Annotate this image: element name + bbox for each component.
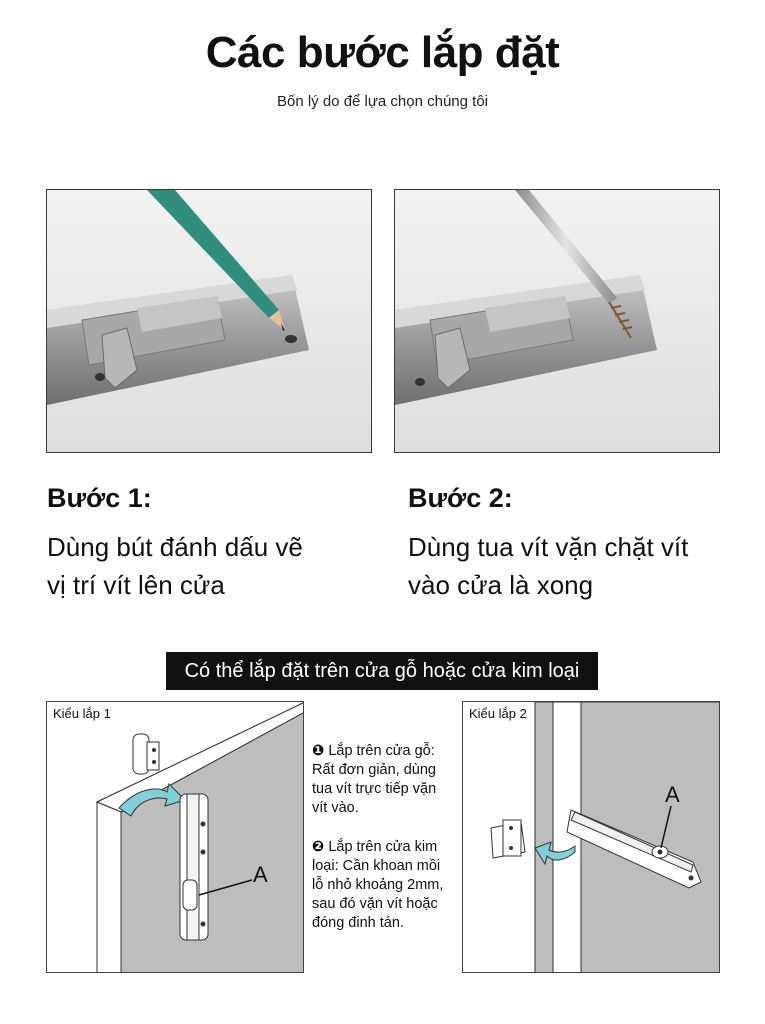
step-2-desc-line: Dùng tua vít vặn chặt vít — [408, 532, 689, 562]
diagram-mounting-1 — [46, 701, 304, 973]
step-2-photo — [394, 189, 720, 453]
note-2-line: Lắp trên cửa kim — [328, 839, 438, 855]
note-wood-door — [312, 742, 457, 818]
page-title: Các bước lắp đặt — [205, 28, 560, 77]
note-2-line: loại: Cần khoan mồi — [312, 858, 441, 874]
diagram-mounting-2 — [462, 701, 720, 973]
step-1-desc-line: vị trí vít lên cửa — [47, 570, 225, 600]
step-1-desc-line: Dùng bút đánh dấu vẽ — [47, 532, 303, 562]
note-2-line: đóng đinh tán. — [312, 915, 404, 931]
note-2-line: sau đó vặn vít hoặc — [312, 896, 438, 912]
step-2-desc-line: vào cửa là xong — [408, 570, 594, 600]
diagram-1-marker: A — [253, 862, 268, 887]
note-1-line: Rất đơn giản, dùng — [312, 762, 436, 778]
note-1-line: vít vào. — [312, 800, 359, 816]
note-2-number: ❷ — [312, 839, 325, 855]
note-metal-door — [312, 838, 457, 933]
step-2-description — [408, 528, 738, 604]
step-2-label: Bước 2: — [408, 483, 513, 513]
diagram-2-marker: A — [665, 782, 680, 807]
step-1-label: Bước 1: — [47, 483, 152, 513]
note-1-number: ❶ — [312, 743, 325, 759]
diagram-1-label: Kiểu lắp 1 — [53, 706, 111, 721]
page-subtitle: Bốn lý do để lựa chọn chúng tôi — [276, 93, 489, 110]
note-1-line: Lắp trên cửa gỗ: — [328, 743, 435, 759]
step-1-description — [47, 528, 377, 604]
step-1-photo — [46, 189, 372, 453]
note-2-line: lỗ nhỏ khoảng 2mm, — [312, 877, 444, 893]
diagram-2-label: Kiểu lắp 2 — [469, 706, 527, 721]
mounting-notes — [312, 742, 457, 953]
mounting-banner: Có thể lắp đặt trên cửa gỗ hoặc cửa kim loại — [166, 652, 598, 690]
note-1-line: tua vít trực tiếp vặn — [312, 781, 437, 797]
